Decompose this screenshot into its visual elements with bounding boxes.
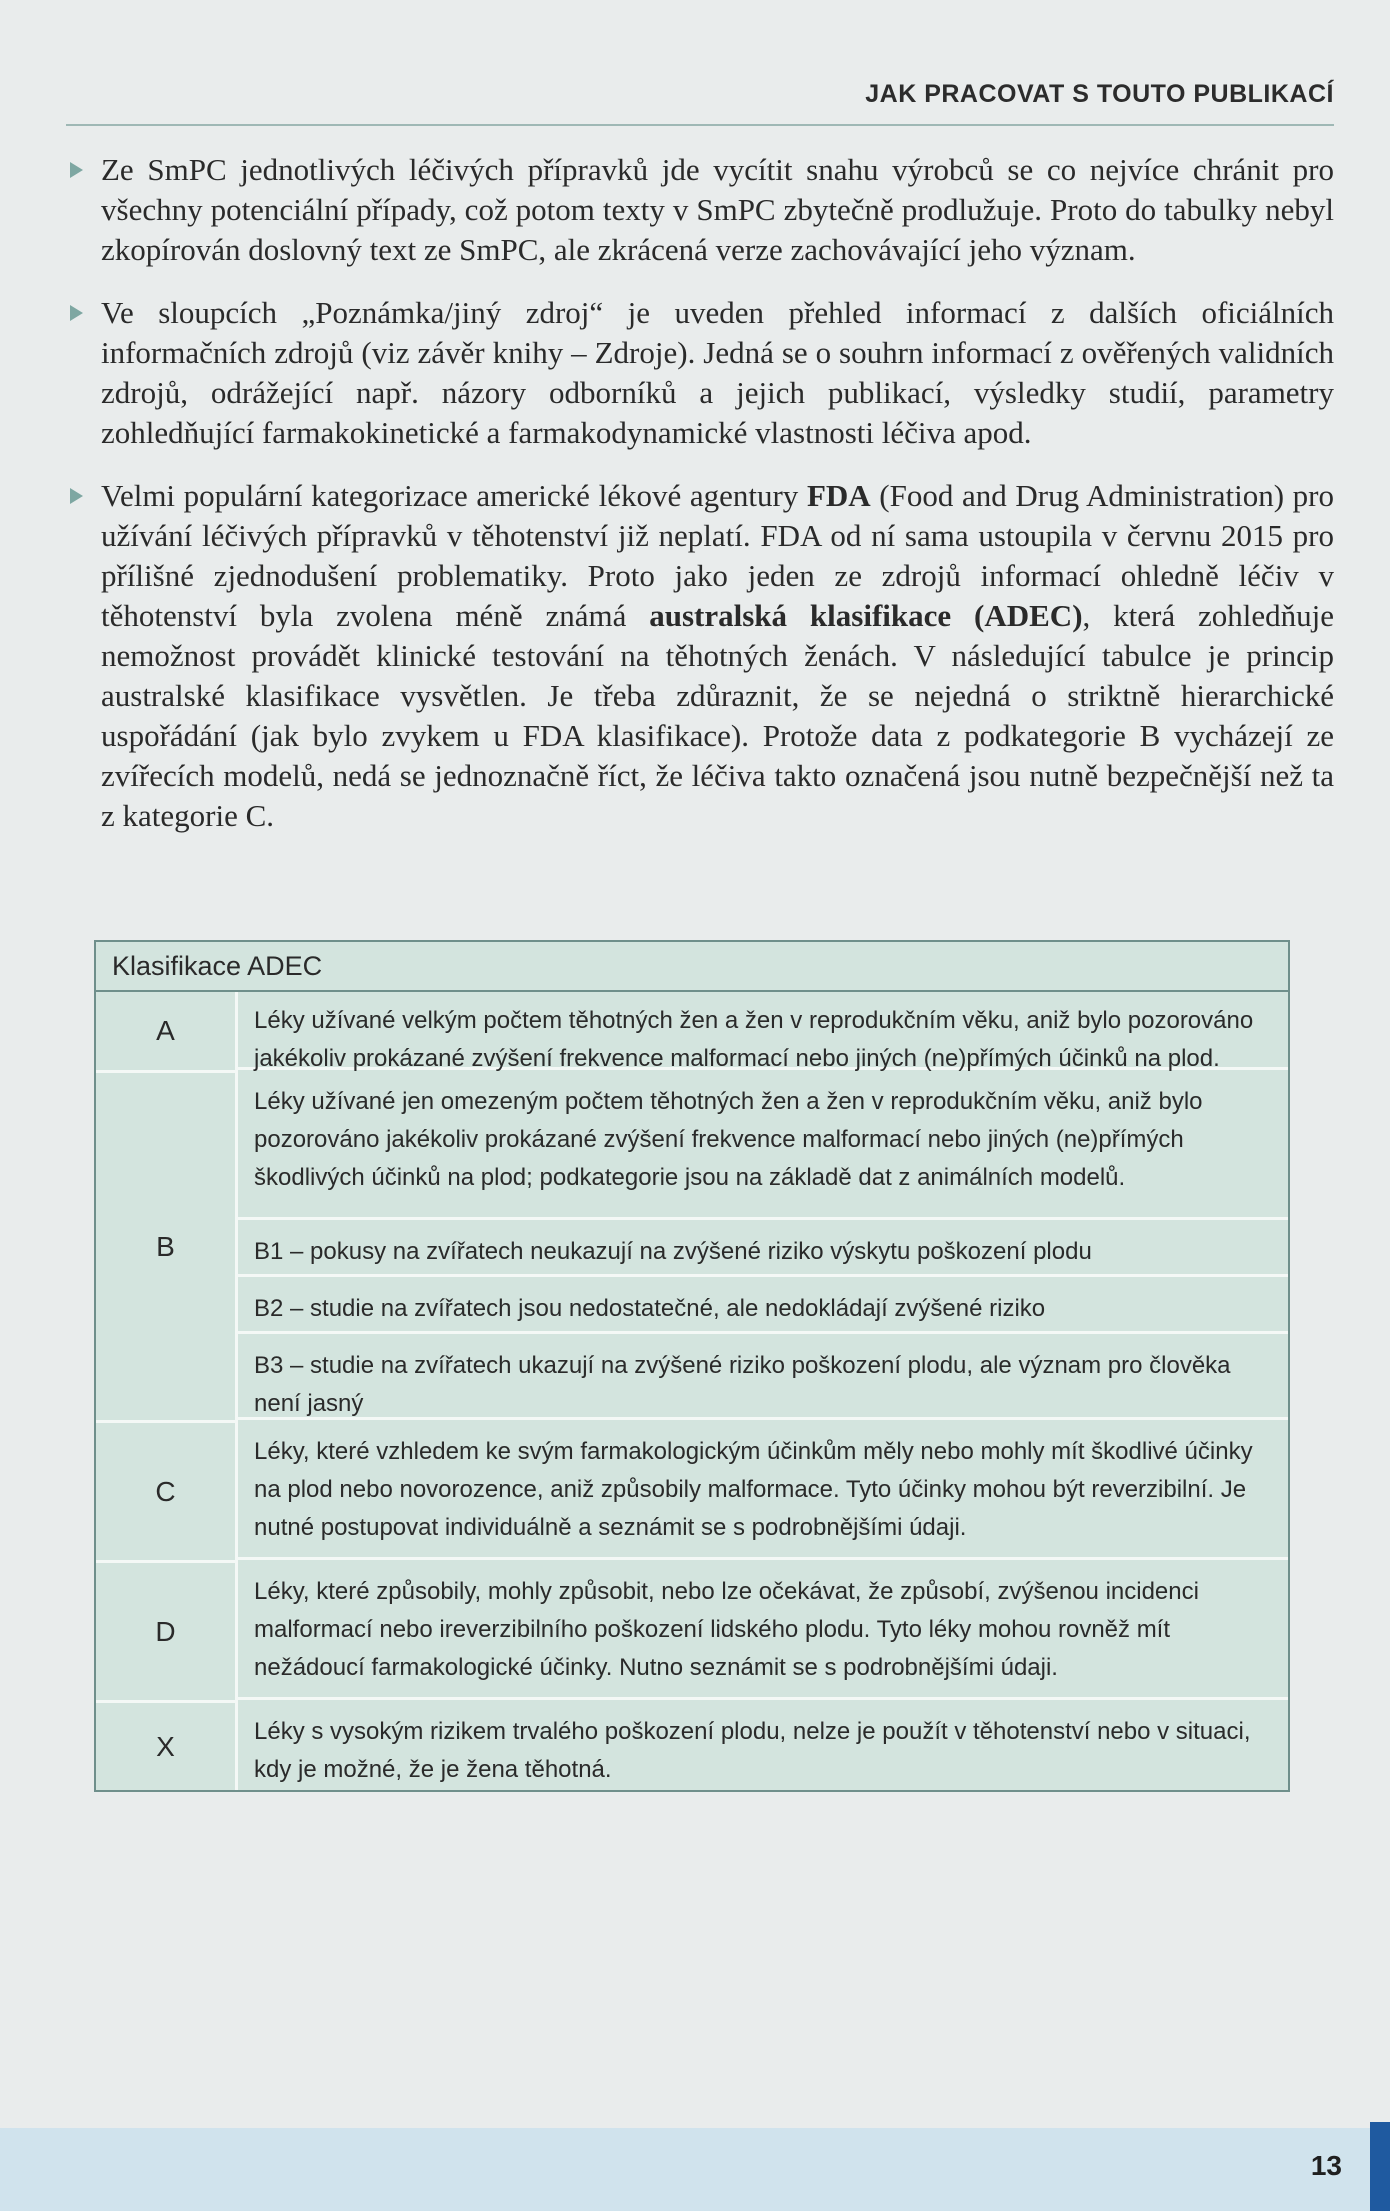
bullet-text: Ve sloupcích „Poznámka/jiný zdroj“ je uveden přehled informací z dalších oficiálních informačních zdrojů (viz závěr knihy – Zdroje). Jedná se o souhrn informací z ověřených validních zdrojů, odrážející např. názory odborníků a jejich publikací, výsledky studií, parametry zohledňující farmakokinetické a farmakodynamické vlastnosti léčiva apod. <box>101 295 1334 450</box>
bullet-list <box>66 150 1334 859</box>
description-cell: Léky s vysokým rizikem trvalého poškození plodu, nelze je použít v těhotenství nebo v situaci, kdy je možné, že je žena těhotná. <box>254 1718 1251 1783</box>
bullet-bold-fda: FDA <box>806 478 871 513</box>
adec-table-body <box>96 992 1288 1790</box>
description-cell: B1 – pokusy na zvířatech neukazují na zvýšené riziko výskytu poškození plodu <box>238 1223 1288 1277</box>
bullet-bold-adec: australská klasifikace (ADEC) <box>649 598 1083 633</box>
description-cell: Léky, které vzhledem ke svým farmakologickým účinkům měly nebo mohly mít škodlivé účinky na plod nebo novorozence, aniž způsobily malformace. Tyto účinky mohou být reverzibilní. Je nutné postupovat individuálně a seznámit se s podrobnějšími údaji. <box>238 1423 1288 1560</box>
category-cell-x <box>96 1703 235 1790</box>
footer-accent-bar <box>1370 2122 1390 2211</box>
description-cell: B2 – studie na zvířatech jsou nedostatečné, ale nedokládají zvýšené riziko <box>238 1280 1288 1334</box>
bullet-text: Ze SmPC jednotlivých léčivých přípravků jde vycítit snahu výrobců se co nejvíce chránit pro všechny potenciální případy, což potom texty v SmPC zbytečně prodlužuje. Proto do tabulky nebyl zkopírován doslovný text ze SmPC, ale zkrácená verze zachovávající jeho význam. <box>101 152 1334 267</box>
bullet-text-part: Velmi populární kategorizace americké lékové agentury <box>101 478 807 513</box>
category-label: A <box>156 1015 175 1046</box>
category-cell-a <box>96 992 235 1073</box>
footer-band <box>0 2128 1390 2211</box>
description-cell: Léky, které způsobily, mohly způsobit, nebo lze očekávat, že způsobí, zvýšenou incidenci malformací nebo ireverzibilního poškození lidského plodu. Tyto léky mohou rovněž mít nežádoucí farmakologické účinky. Nutno seznámit se s podrobnějšími údaji. <box>238 1563 1288 1700</box>
bullet-item <box>66 150 1334 270</box>
category-label: X <box>156 1730 175 1762</box>
triangle-bullet-icon <box>70 305 83 321</box>
category-label: C <box>155 1475 176 1507</box>
triangle-bullet-icon <box>70 162 83 178</box>
bullet-text-part: (Food and Drug Administration) pro užívání léčivých přípravků v těhotenství již neplatí. FDA od ní sama ustoupila v červnu 2015 pro přílišné zjednodušení problematiky. Proto jako jeden ze zdrojů informací ohledně léčiv v těhotenství byla zvolena méně známá <box>101 478 1334 633</box>
adec-table-title: Klasifikace ADEC <box>96 942 1288 992</box>
description-cell: Léky užívané jen omezeným počtem těhotných žen a žen v reprodukčním věku, aniž bylo pozorováno jakékoliv prokázané zvýšení frekvence malformací nebo jiných (ne)přímých škodlivých účinků na plod; podkategorie jsou na základě dat z animálních modelů. <box>238 1073 1288 1220</box>
bullet-item <box>66 476 1334 836</box>
adec-table <box>94 940 1290 1792</box>
description-cell: B3 – studie na zvířatech ukazují na zvýšené riziko poškození plodu, ale význam pro člověka není jasný <box>238 1337 1288 1420</box>
bullet-text-part: , která zohledňuje nemožnost provádět klinické testování na těhotných ženách. V následující tabulce je princip australské klasifikace vysvětlen. Je třeba zdůraznit, že se nejedná o striktně hierarchické uspořádání (jak bylo zvykem u FDA klasifikace). Protože data z podkategorie B vycházejí ze zvířecích modelů, nedá se jednoznačně říct, že léčiva takto označená jsou nutně bezpečnější než ta z kategorie C. <box>101 598 1334 833</box>
header-rule <box>66 124 1334 126</box>
triangle-bullet-icon <box>70 488 83 504</box>
category-label: D <box>155 1615 176 1647</box>
category-label: B <box>156 1230 175 1262</box>
category-cell-b <box>96 1073 235 1423</box>
description-cell: Léky užívané velkým počtem těhotných žen a žen v reprodukčním věku, aniž bylo pozorováno jakékoliv prokázané zvýšení frekvence malformací nebo jiných (ne)přímých účinků na plod. <box>238 992 1288 1070</box>
bullet-item <box>66 293 1334 453</box>
category-cell-d <box>96 1563 235 1703</box>
category-cell-c <box>96 1423 235 1563</box>
running-header: JAK PRACOVAT S TOUTO PUBLIKACÍ <box>865 80 1334 108</box>
page-number: 13 <box>1310 2150 1342 2181</box>
